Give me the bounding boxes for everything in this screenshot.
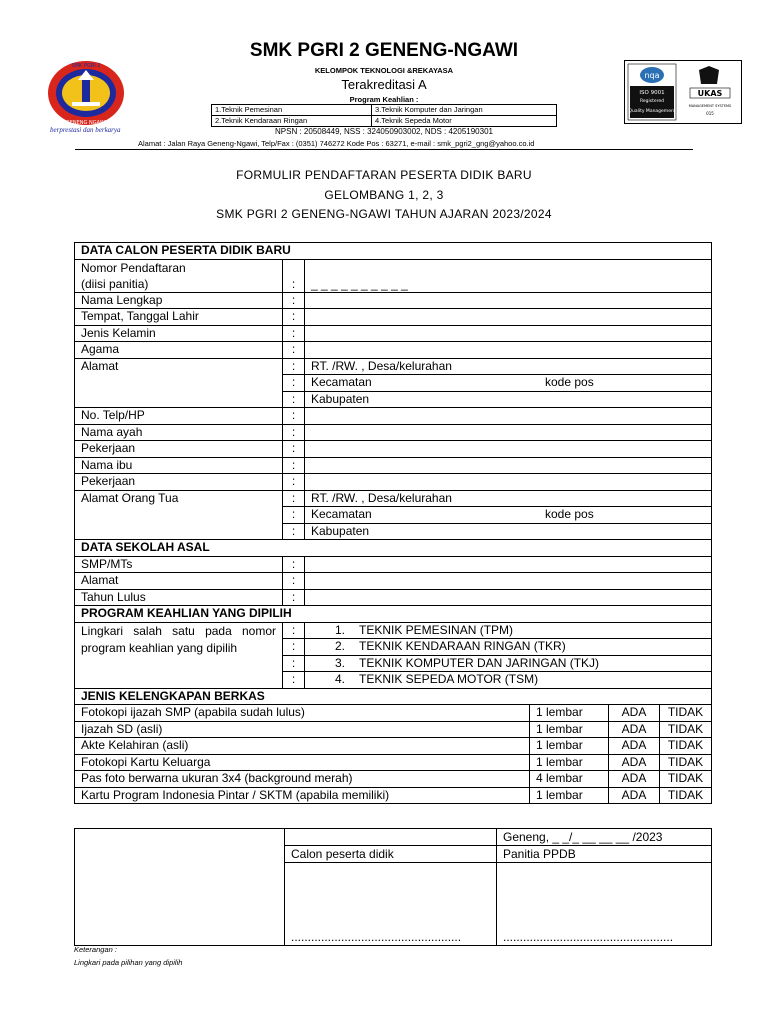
religion-field[interactable] bbox=[305, 342, 712, 359]
colon: : bbox=[283, 408, 305, 425]
logo-text-top: SMK PGRI 2 bbox=[71, 63, 101, 69]
label-line: Nomor Pendaftaran bbox=[81, 260, 186, 275]
colon: : bbox=[283, 259, 305, 292]
document-name: Akte Kelahiran (asli) bbox=[75, 738, 530, 755]
option-label: TEKNIK SEPEDA MOTOR (TSM) bbox=[359, 672, 539, 686]
document-tidak-option[interactable]: TIDAK bbox=[660, 721, 712, 738]
field-label-registration-number bbox=[75, 259, 283, 292]
logo-text-bottom: GENENG NGAWI bbox=[65, 120, 107, 126]
field-label-religion: Agama bbox=[75, 342, 283, 359]
section-documents: JENIS KELENGKAPAN BERKAS bbox=[75, 688, 712, 705]
field-label-mother-job: Pekerjaan bbox=[75, 474, 283, 491]
gender-field[interactable] bbox=[305, 325, 712, 342]
label-line: (diisi panitia) bbox=[81, 276, 149, 291]
program-option-1[interactable] bbox=[305, 622, 712, 639]
parent-address-kabupaten-field[interactable]: Kabupaten bbox=[305, 523, 712, 540]
father-field[interactable] bbox=[305, 424, 712, 441]
document-name: Ijazah SD (asli) bbox=[75, 721, 530, 738]
document-name: Kartu Program Indonesia Pintar / SKTM (apabila memiliki) bbox=[75, 787, 530, 804]
field-label-school-address: Alamat bbox=[75, 573, 283, 590]
colon: : bbox=[283, 375, 305, 392]
field-label-graduation-year: Tahun Lulus bbox=[75, 589, 283, 606]
field-label-parent-address: Alamat Orang Tua bbox=[75, 490, 283, 540]
option-number: 4. bbox=[335, 672, 346, 686]
program-option-4[interactable] bbox=[305, 672, 712, 689]
program-cell: 3.Teknik Komputer dan Jaringan bbox=[372, 105, 557, 116]
field-label-gender: Jenis Kelamin bbox=[75, 325, 283, 342]
phone-field[interactable] bbox=[305, 408, 712, 425]
colon: : bbox=[283, 474, 305, 491]
school-address-field[interactable] bbox=[305, 573, 712, 590]
document-ada-option[interactable]: ADA bbox=[609, 721, 660, 738]
document-qty: 1 lembar bbox=[530, 787, 609, 804]
kecamatan-label: Kecamatan bbox=[311, 375, 372, 389]
document-ada-option[interactable]: ADA bbox=[609, 705, 660, 722]
form-title: FORMULIR PENDAFTARAN PESERTA DIDIK BARU bbox=[236, 168, 532, 182]
document-row bbox=[75, 754, 712, 771]
program-cell: 1.Teknik Pemesinan bbox=[212, 105, 372, 116]
kodepos-label: kode pos bbox=[545, 375, 594, 389]
field-label-father: Nama ayah bbox=[75, 424, 283, 441]
address-rt-field[interactable]: RT. /RW. , Desa/kelurahan bbox=[305, 358, 712, 375]
colon: : bbox=[283, 655, 305, 672]
document-row bbox=[75, 787, 712, 804]
ukas-number: 015 bbox=[706, 111, 714, 116]
full-name-field[interactable] bbox=[305, 292, 712, 309]
accreditation: Terakreditasi A bbox=[341, 77, 427, 92]
committee-signature-label: Panitia PPDB bbox=[497, 846, 712, 863]
document-tidak-option[interactable]: TIDAK bbox=[660, 771, 712, 788]
option-label: TEKNIK KOMPUTER DAN JARINGAN (TKJ) bbox=[359, 655, 600, 670]
option-label: TEKNIK KENDARAAN RINGAN (TKR) bbox=[359, 639, 566, 653]
kodepos-label: kode pos bbox=[545, 507, 594, 521]
field-label-full-name: Nama Lengkap bbox=[75, 292, 283, 309]
ukas-label: UKAS bbox=[697, 89, 723, 98]
colon: : bbox=[283, 490, 305, 507]
document-ada-option[interactable]: ADA bbox=[609, 738, 660, 755]
document-tidak-option[interactable]: TIDAK bbox=[660, 754, 712, 771]
colon: : bbox=[283, 441, 305, 458]
school-group: KELOMPOK TEKNOLOGI &REKAYASA bbox=[314, 66, 454, 75]
colon: : bbox=[283, 391, 305, 408]
section-student-data: DATA CALON PESERTA DIDIK BARU bbox=[75, 243, 712, 260]
program-cell: 4.Teknik Sepeda Motor bbox=[372, 116, 557, 127]
iso-label: ISO 9001 bbox=[639, 90, 665, 96]
mother-field[interactable] bbox=[305, 457, 712, 474]
document-tidak-option[interactable]: TIDAK bbox=[660, 738, 712, 755]
graduation-year-field[interactable] bbox=[305, 589, 712, 606]
document-qty: 4 lembar bbox=[530, 771, 609, 788]
committee-signature-line[interactable]: ................................................... bbox=[497, 863, 712, 946]
option-number: 3. bbox=[335, 655, 346, 670]
certification-logos bbox=[624, 60, 742, 124]
program-title: Program Keahlian : bbox=[349, 95, 419, 104]
field-label-address: Alamat bbox=[75, 358, 283, 408]
colon: : bbox=[283, 573, 305, 590]
npsn-line: NPSN : 20508449, NSS : 324050903002, NDS : 4205190301 bbox=[275, 127, 493, 136]
colon: : bbox=[283, 342, 305, 359]
colon: : bbox=[283, 622, 305, 639]
field-label-phone: No. Telp/HP bbox=[75, 408, 283, 425]
document-name: Fotokopi Kartu Keluarga bbox=[75, 754, 530, 771]
colon: : bbox=[283, 639, 305, 656]
signature-blank-cell bbox=[285, 829, 497, 846]
document-row bbox=[75, 721, 712, 738]
section-previous-school: DATA SEKOLAH ASAL bbox=[75, 540, 712, 557]
field-label-school: SMP/MTs bbox=[75, 556, 283, 573]
colon: : bbox=[283, 424, 305, 441]
program-choice-instruction: Lingkari salah satu pada nomor program keahlian yang dipilih bbox=[75, 622, 283, 688]
photo-box[interactable] bbox=[75, 829, 285, 946]
document-qty: 1 lembar bbox=[530, 754, 609, 771]
mother-job-field[interactable] bbox=[305, 474, 712, 491]
school-name: SMK PGRI 2 GENENG-NGAWI bbox=[249, 40, 519, 61]
school-motto: berprestasi dan berkarya bbox=[50, 126, 121, 134]
document-qty: 1 lembar bbox=[530, 738, 609, 755]
nqa-label: nqa bbox=[644, 71, 660, 80]
quality-label: Quality Management bbox=[628, 109, 676, 114]
note-text: Lingkari pada pilihan yang dipilih bbox=[74, 958, 183, 967]
program-option-2[interactable] bbox=[305, 639, 712, 656]
document-name: Pas foto berwarna ukuran 3x4 (background merah) bbox=[75, 771, 530, 788]
student-signature-line[interactable]: ................................................... bbox=[285, 863, 497, 946]
document-ada-option[interactable]: ADA bbox=[609, 787, 660, 804]
document-qty: 1 lembar bbox=[530, 721, 609, 738]
form-subtitle-wave: GELOMBANG 1, 2, 3 bbox=[324, 188, 444, 202]
field-label-birth: Tempat, Tanggal Lahir bbox=[75, 309, 283, 326]
colon: : bbox=[283, 292, 305, 309]
program-table bbox=[211, 104, 557, 127]
address-kabupaten-field[interactable]: Kabupaten bbox=[305, 391, 712, 408]
section-program-choice: PROGRAM KEAHLIAN YANG DIPILIH bbox=[75, 606, 712, 623]
colon: : bbox=[283, 309, 305, 326]
document-tidak-option[interactable]: TIDAK bbox=[660, 705, 712, 722]
document-ada-option[interactable]: ADA bbox=[609, 771, 660, 788]
colon: : bbox=[283, 507, 305, 524]
colon: : bbox=[283, 556, 305, 573]
signature-date[interactable]: Geneng, _ _/_ __ __ __ /2023 bbox=[497, 829, 712, 846]
option-number: 2. bbox=[335, 639, 346, 653]
document-row bbox=[75, 738, 712, 755]
option-number: 1. bbox=[335, 622, 346, 637]
colon: : bbox=[283, 523, 305, 540]
colon: : bbox=[283, 589, 305, 606]
address-line: Alamat : Jalan Raya Geneng-Ngawi, Telp/Fax : (0351) 746272 Kode Pos : 63271, e-mail : smk_pgri2_gng@yahoo.co.id bbox=[138, 139, 535, 148]
ukas-sub-label: MANAGEMENT SYSTEMS bbox=[688, 104, 732, 108]
form-subtitle-year: SMK PGRI 2 GENENG-NGAWI TAHUN AJARAN 2023/2024 bbox=[216, 207, 552, 221]
parent-address-rt-field[interactable]: RT. /RW. , Desa/kelurahan bbox=[305, 490, 712, 507]
registered-label: Registered bbox=[639, 99, 665, 104]
document-row bbox=[75, 705, 712, 722]
father-job-field[interactable] bbox=[305, 441, 712, 458]
colon: : bbox=[283, 358, 305, 375]
school-field[interactable] bbox=[305, 556, 712, 573]
program-option-3[interactable] bbox=[305, 655, 712, 672]
document-qty: 1 lembar bbox=[530, 705, 609, 722]
header-divider bbox=[75, 149, 693, 150]
parent-address-kecamatan-field[interactable] bbox=[305, 507, 712, 524]
document-ada-option[interactable]: ADA bbox=[609, 754, 660, 771]
colon: : bbox=[283, 672, 305, 689]
program-cell: 2.Teknik Kendaraan Ringan bbox=[212, 116, 372, 127]
note-label: Keterangan : bbox=[74, 945, 117, 954]
document-row bbox=[75, 771, 712, 788]
document-name: Fotokopi ijazah SMP (apabila sudah lulus) bbox=[75, 705, 530, 722]
kecamatan-label: Kecamatan bbox=[311, 507, 372, 521]
address-kecamatan-field[interactable] bbox=[305, 375, 712, 392]
field-label-mother: Nama ibu bbox=[75, 457, 283, 474]
student-signature-label: Calon peserta didik bbox=[285, 846, 497, 863]
birth-field[interactable] bbox=[305, 309, 712, 326]
option-label: TEKNIK PEMESINAN (TPM) bbox=[359, 622, 514, 637]
registration-form bbox=[74, 242, 712, 804]
signature-table bbox=[74, 828, 712, 946]
registration-number-field[interactable]: _ _ _ _ _ _ _ _ _ _ bbox=[305, 259, 712, 292]
document-tidak-option[interactable]: TIDAK bbox=[660, 787, 712, 804]
colon: : bbox=[283, 457, 305, 474]
field-label-father-job: Pekerjaan bbox=[75, 441, 283, 458]
colon: : bbox=[283, 325, 305, 342]
